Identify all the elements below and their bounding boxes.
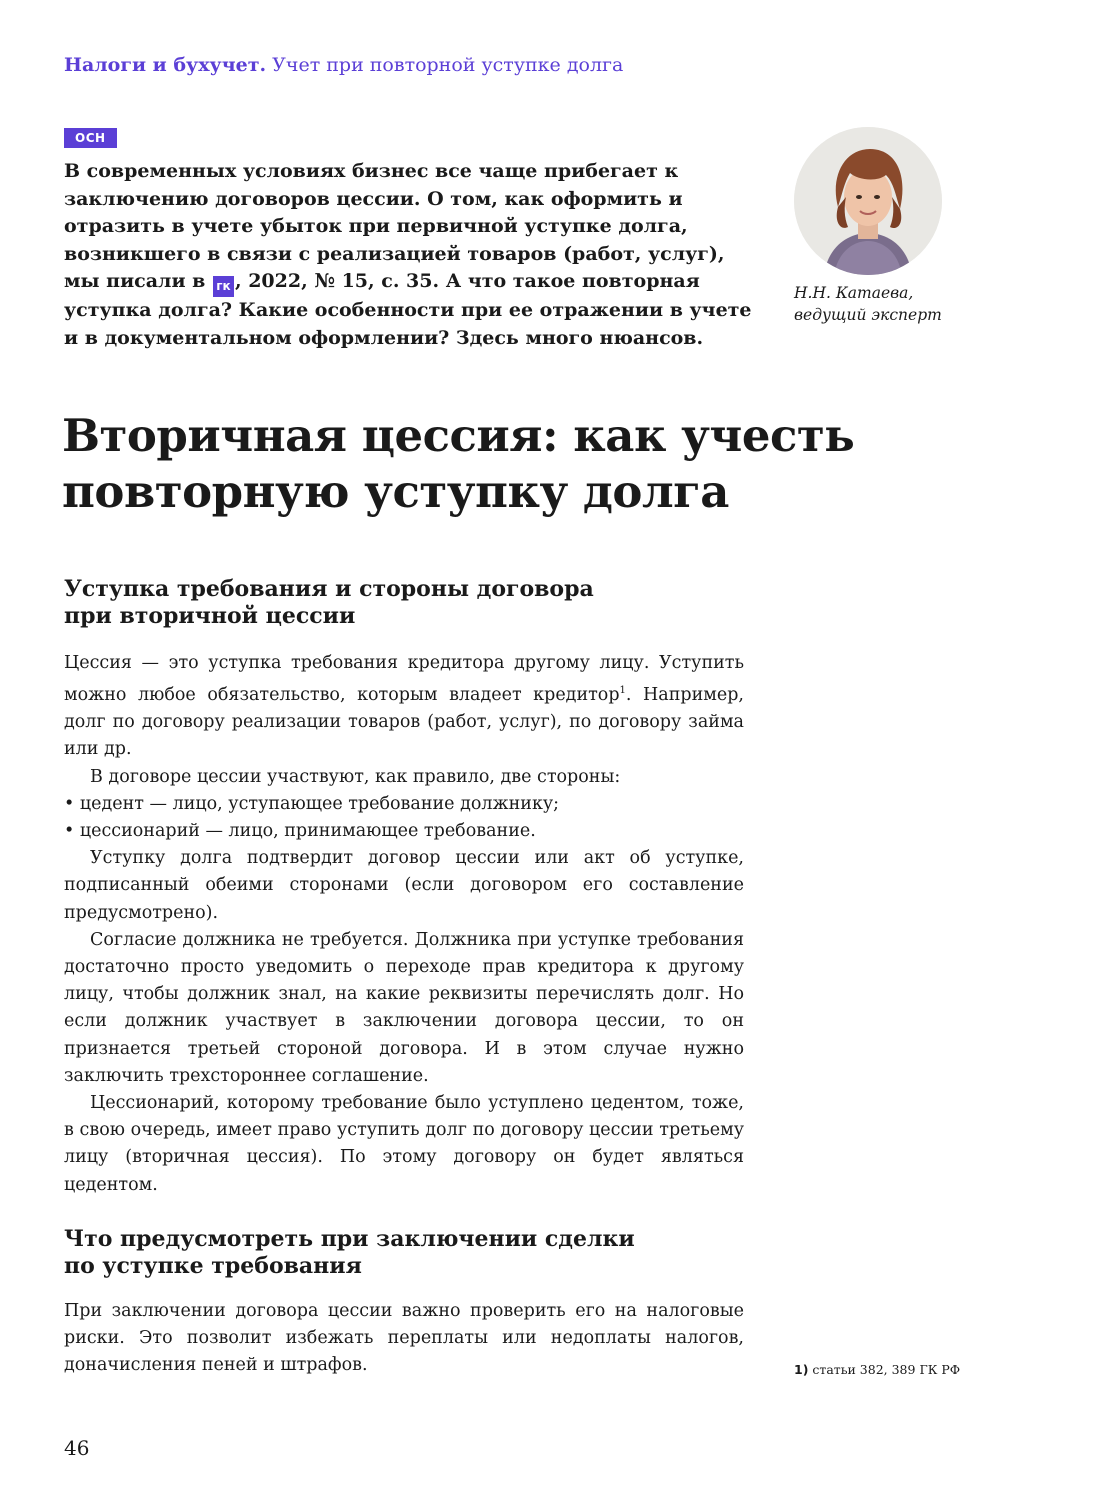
paragraph: Цессионарий, которому требование было уступлено цедентом, тоже, в свою очередь, имеет право уступить долг по договору цессии третьему лицу (вторичная цессия). По этому договору он будет являться цедентом. (64, 1093, 744, 1195)
list-item: • цедент — лицо, уступающее требование должнику; (64, 793, 560, 814)
paragraph: В договоре цессии участвуют, как правило, две стороны: (90, 766, 621, 787)
author-photo (794, 127, 942, 275)
magazine-logo-icon: гк (213, 276, 234, 297)
section-1-heading (64, 576, 594, 630)
lead-paragraph (64, 158, 754, 352)
article-title-line-1: Вторичная цессия: как учесть (62, 409, 855, 462)
author-portrait-icon (794, 127, 942, 275)
footnote-text: статьи 382, 389 ГК РФ (812, 1362, 961, 1377)
paragraph-text: . Например, долг по договору реализации товаров (работ, услуг), по договору займа или др. (64, 685, 744, 760)
article-title (62, 408, 854, 520)
paragraph: Согласие должника не требуется. Должника при уступке требования достаточно просто уведомить о переходе прав кредитора к другому лицу, чтобы должник знал, на какие реквизиты перечислять долг. Но если должник участвует в заключении договора цессии, то он признается третьей стороной договора. И в этом случае нужно заключить трехстороннее соглашение. (64, 929, 744, 1086)
article-title-line-2: повторную уступку долга (62, 465, 729, 518)
paragraph: Уступку долга подтвердит договор цессии или акт об уступке, подписанный обеими сторонами (если договором его составление предусмотрено). (64, 848, 744, 923)
author-name: Н.Н. Катаева, (794, 284, 914, 302)
footnote-mark: 1) (794, 1362, 809, 1377)
section-2-heading-line-1: Что предусмотреть при заключении сделки (64, 1226, 635, 1252)
section-1-heading-line-2: при вторичной цессии (64, 603, 356, 629)
section-1-body (64, 650, 744, 1199)
section-2-body (64, 1298, 744, 1380)
header-section: Налоги и бухучет. (64, 54, 267, 76)
header-topic: Учет при повторной уступке долга (272, 54, 624, 76)
lead-text-1: В современных условиях бизнес все чаще прибегает к заключению договоров цессии. О том, как оформить и отразить в учете убыток при первичной уступке долга, возникшего в связи с реализацией товаров (работ, услуг), мы писали в (64, 160, 725, 292)
section-2-heading (64, 1226, 635, 1280)
paragraph-text: Цессия — это уступка требования кредитора другому лицу. Уступить можно любое обязательство, которым владеет кредитор (64, 653, 744, 706)
footnote-ref: 1 (619, 685, 626, 697)
lead-text-2: , 2022, № 15, с. 35. А что такое повторная уступка долга? Какие особенности при ее отражении в учете и в документальном оформлении? Здесь много нюансов. (64, 270, 752, 349)
footnote (794, 1362, 960, 1377)
paragraph: При заключении договора цессии важно проверить его на налоговые риски. Это позволит избежать переплаты или недоплаты налогов, доначисления пеней и штрафов. (64, 1301, 744, 1376)
author-caption (794, 282, 942, 326)
paragraph (64, 650, 744, 764)
section-1-heading-line-1: Уступка требования и стороны договора (64, 576, 594, 602)
author-role: ведущий эксперт (794, 306, 942, 324)
list-item: • цессионарий — лицо, принимающее требование. (64, 821, 536, 842)
section-2-heading-line-2: по уступке требования (64, 1253, 362, 1279)
tax-regime-tag: ОСН (64, 128, 117, 148)
page-number: 46 (64, 1436, 90, 1460)
running-header (64, 54, 623, 76)
